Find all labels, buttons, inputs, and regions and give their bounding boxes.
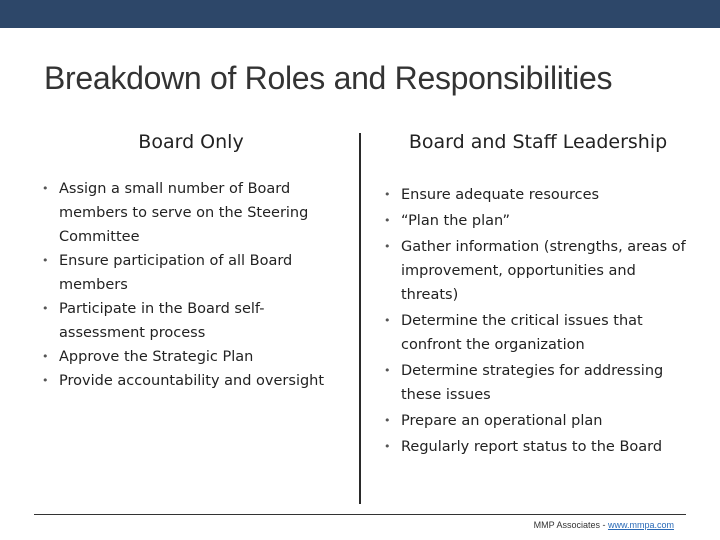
left-column-heading: Board Only bbox=[138, 131, 244, 153]
list-item-text: Determine strategies for addressing these issues bbox=[401, 363, 664, 403]
column-divider bbox=[359, 133, 361, 504]
left-column-list bbox=[42, 177, 340, 393]
list-item-text: Prepare an operational plan bbox=[401, 413, 603, 429]
bullet-icon: • bbox=[384, 214, 391, 227]
list-item bbox=[384, 309, 689, 357]
list-item bbox=[42, 345, 340, 369]
list-item-text: Ensure participation of all Board members bbox=[59, 253, 293, 293]
bullet-icon: • bbox=[384, 188, 391, 201]
bullet-icon: • bbox=[384, 240, 391, 253]
bullet-icon: • bbox=[42, 254, 49, 267]
header-bar bbox=[0, 0, 720, 28]
right-column-list bbox=[384, 183, 689, 461]
bullet-icon: • bbox=[384, 314, 391, 327]
list-item-text: Assign a small number of Board members to serve on the Steering Committee bbox=[59, 181, 309, 245]
bullet-icon: • bbox=[42, 302, 49, 315]
bullet-icon: • bbox=[384, 440, 391, 453]
list-item-text: Determine the critical issues that confront the organization bbox=[401, 313, 643, 353]
bullet-icon: • bbox=[42, 374, 49, 387]
footer-credit bbox=[460, 520, 674, 530]
list-item bbox=[42, 369, 340, 393]
list-item-text: Regularly report status to the Board bbox=[401, 439, 663, 455]
bullet-icon: • bbox=[384, 364, 391, 377]
footer-company: MMP Associates - bbox=[533, 520, 608, 530]
list-item bbox=[384, 359, 689, 407]
list-item bbox=[384, 409, 689, 433]
list-item-text: Provide accountability and oversight bbox=[59, 373, 325, 389]
list-item bbox=[42, 297, 340, 345]
list-item-text: Gather information (strengths, areas of improvement, opportunities and threats) bbox=[401, 239, 686, 303]
list-item bbox=[42, 249, 340, 297]
bullet-icon: • bbox=[42, 182, 49, 195]
list-item-text: Participate in the Board self-assessment process bbox=[59, 301, 265, 341]
list-item bbox=[384, 435, 689, 459]
footer-website-link[interactable]: www.mmpa.com bbox=[607, 520, 674, 530]
slide-title: Breakdown of Roles and Responsibilities bbox=[44, 60, 613, 96]
list-item-text: Ensure adequate resources bbox=[401, 187, 600, 203]
list-item bbox=[384, 209, 689, 233]
list-item bbox=[384, 235, 689, 307]
list-item bbox=[384, 183, 689, 207]
right-column-heading: Board and Staff Leadership bbox=[408, 131, 668, 153]
list-item bbox=[42, 177, 340, 249]
footer-divider bbox=[34, 514, 686, 515]
bullet-icon: • bbox=[42, 350, 49, 363]
bullet-icon: • bbox=[384, 414, 391, 427]
list-item-text: “Plan the plan” bbox=[401, 213, 510, 229]
list-item-text: Approve the Strategic Plan bbox=[59, 349, 254, 365]
